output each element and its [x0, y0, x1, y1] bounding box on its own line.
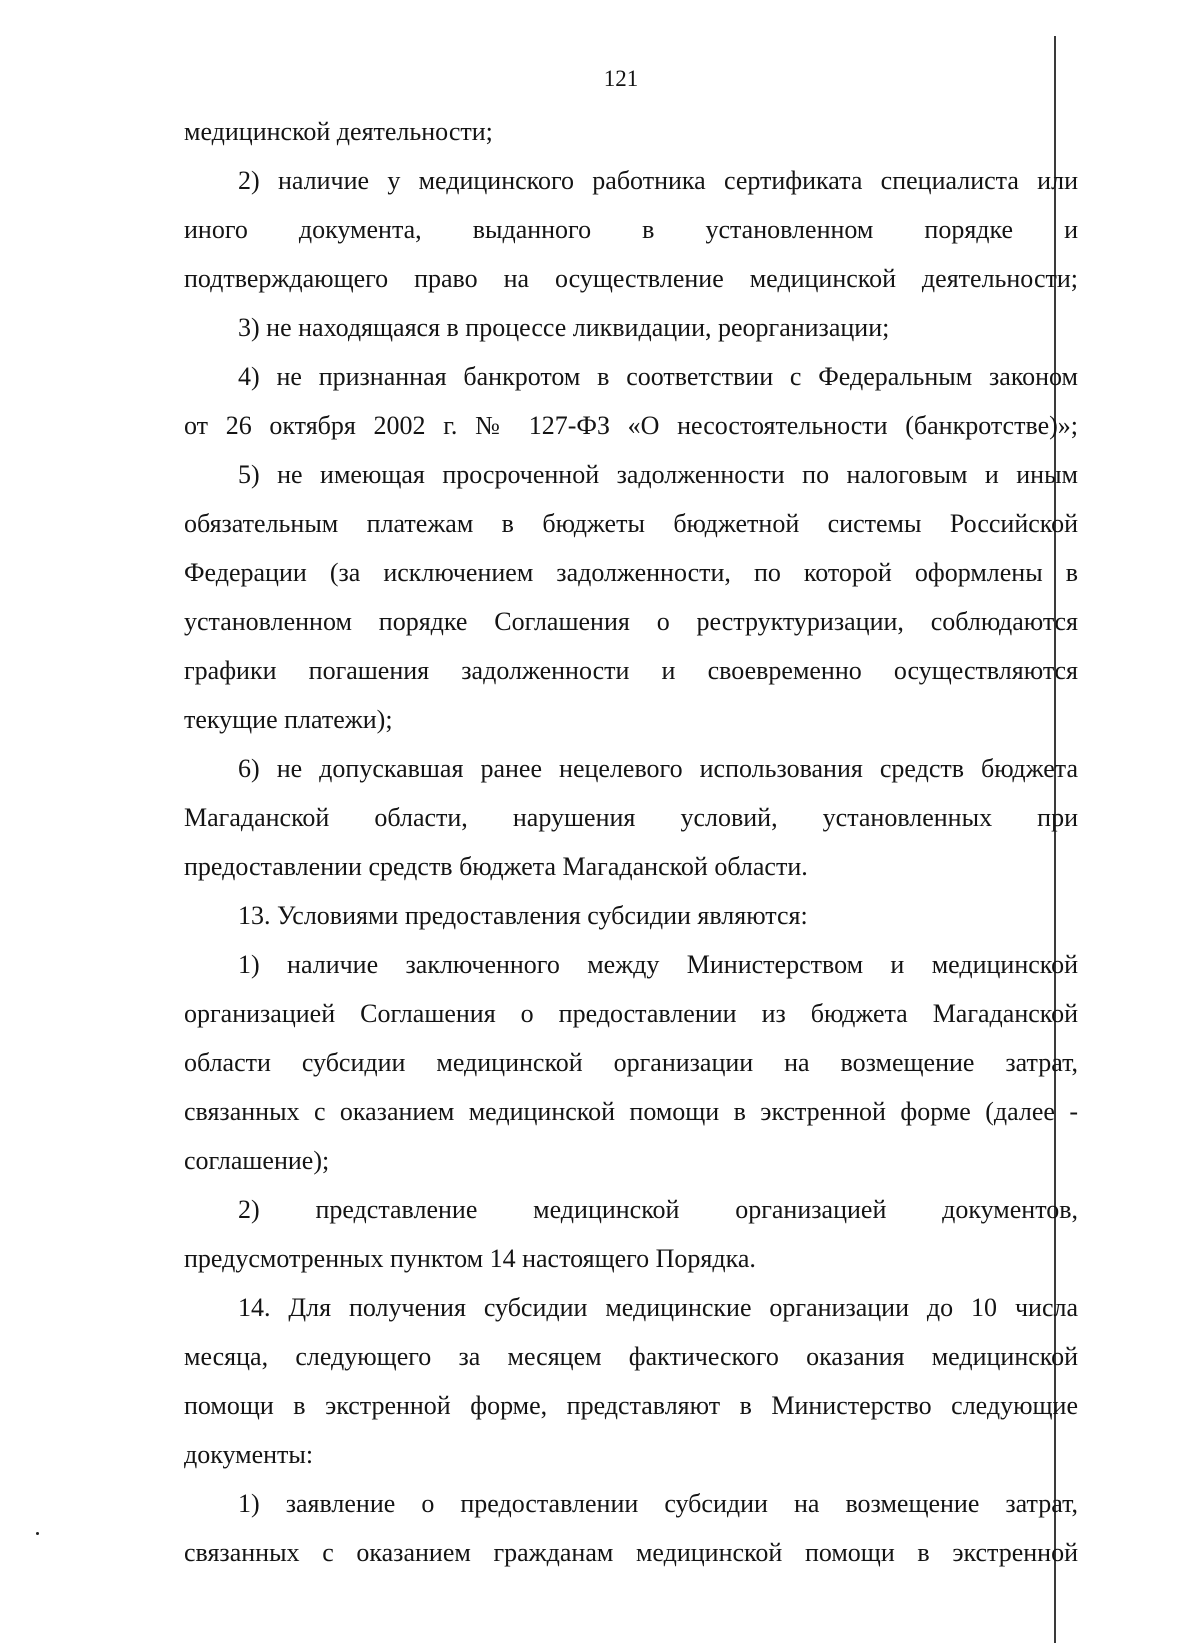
text-line: предоставлении средств бюджета Магаданской области. [184, 852, 808, 881]
text-line: месяца, следующего за месяцем фактического оказания медицинской [184, 1342, 1078, 1371]
text-line: 6) не допускавшая ранее нецелевого использования средств бюджета [238, 754, 1078, 783]
text-line: установленном порядке Соглашения о реструктуризации, соблюдаются [184, 607, 1078, 636]
text-line: Магаданской области, нарушения условий, установленных при [184, 803, 1078, 832]
text-line: связанных с оказанием гражданам медицинской помощи в экстренной [184, 1538, 1078, 1567]
scan-artifact-dot [36, 1532, 39, 1535]
text-line: медицинской деятельности; [184, 117, 493, 146]
text-line: связанных с оказанием медицинской помощи в экстренной форме (далее - [184, 1097, 1078, 1126]
text-line: 4) не признанная банкротом в соответствии с Федеральным законом [238, 362, 1078, 391]
text-line: 2) представление медицинской организацией документов, [238, 1195, 1078, 1224]
text-line: Федерации (за исключением задолженности, по которой оформлены в [184, 558, 1078, 587]
text-line: 13. Условиями предоставления субсидии являются: [238, 901, 808, 930]
page-number: 121 [603, 66, 639, 91]
text-line: графики погашения задолженности и своевременно осуществляются [184, 656, 1078, 685]
text-line: подтверждающего право на осуществление медицинской деятельности; [184, 264, 1078, 293]
text-line: 2) наличие у медицинского работника сертификата специалиста или [238, 166, 1078, 195]
text-line: 14. Для получения субсидии медицинские организации до 10 числа [238, 1293, 1078, 1322]
text-line: предусмотренных пунктом 14 настоящего Порядка. [184, 1244, 756, 1273]
text-line: текущие платежи); [184, 705, 393, 734]
text-line: 1) заявление о предоставлении субсидии на возмещение затрат, [238, 1489, 1078, 1518]
text-line: 3) не находящаяся в процессе ликвидации, реорганизации; [238, 313, 890, 342]
text-line: документы: [184, 1440, 314, 1469]
text-line: 5) не имеющая просроченной задолженности по налоговым и иным [238, 460, 1078, 489]
text-line: организацией Соглашения о предоставлении из бюджета Магаданской [184, 999, 1078, 1028]
text-line: помощи в экстренной форме, представляют в Министерство следующие [184, 1391, 1078, 1420]
text-line: 1) наличие заключенного между Министерством и медицинской [238, 950, 1078, 979]
text-line: соглашение); [184, 1146, 330, 1175]
text-line: обязательным платежам в бюджеты бюджетной системы Российской [184, 509, 1078, 538]
text-line: от 26 октября 2002 г. № 127-ФЗ «О несостоятельности (банкротстве)»; [184, 411, 1078, 440]
text-line: иного документа, выданного в установленном порядке и [184, 215, 1078, 244]
text-line: области субсидии медицинской организации на возмещение затрат, [184, 1048, 1078, 1077]
